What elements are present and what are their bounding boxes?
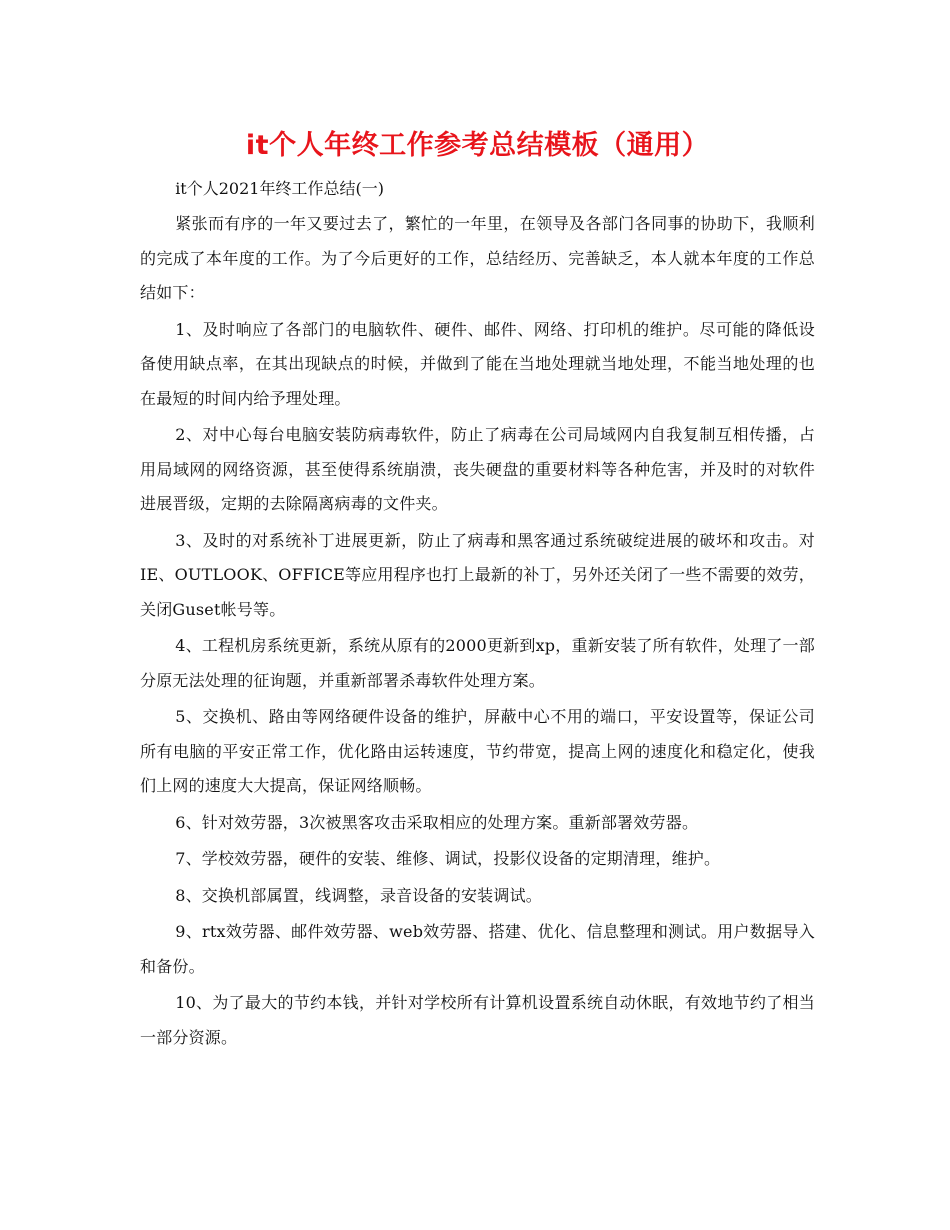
document-subtitle: it个人2021年终工作总结(一) [175, 179, 384, 198]
paragraph-item-1: 1、及时响应了各部门的电脑软件、硬件、邮件、网络、打印机的维护。尽可能的降低设备使用缺点率，在其出现缺点的时候，并做到了能在当地处理就当地处理，不能当地处理的也在最短的时间内给予理处理。 [140, 319, 815, 408]
paragraph-item-6: 6、针对效劳器，3次被黑客攻击采取相应的处理方案。重新部署效劳器。 [175, 812, 699, 832]
paragraph-item-5: 5、交换机、路由等网络硬件设备的维护，屏蔽中心不用的端口，平安设置等，保证公司所有电脑的平安正常工作，优化路由运转速度，节约带宽，提高上网的速度化和稳定化，使我们上网的速度大大提高，保证网络顺畅。 [140, 707, 815, 795]
paragraph-item-10: 10、为了最大的节约本钱，并针对学校所有计算机设置系统自动休眠，有效地节约了相当一部分资源。 [140, 993, 815, 1047]
paragraph-item-7: 7、学校效劳器，硬件的安装、维修、调试，投影仪设备的定期清理，维护。 [175, 849, 721, 868]
paragraph-item-9: 9、rtx效劳器、邮件效劳器、web效劳器、搭建、优化、信息整理和测试。用户数据导入和备份。 [140, 922, 815, 976]
paragraph-item-8: 8、交换机部属置，线调整，录音设备的安装调试。 [175, 885, 542, 905]
paragraph-item-3: 3、及时的对系统补丁进展更新，防止了病毒和黑客通过系统破绽进展的破坏和攻击。对IE、OUTLOOK、OFFICE等应用程序也打上最新的补丁，另外还关闭了一些不需要的效劳，关闭Guset帐号等。 [140, 530, 815, 619]
paragraph-item-4: 4、工程机房系统更新，系统从原有的2000更新到xp，重新安装了所有软件，处理了一部分原无法处理的征询题，并重新部署杀毒软件处理方案。 [140, 636, 815, 690]
document-title: it个人年终工作参考总结模板（通用） [245, 130, 710, 161]
paragraph-intro: 紧张而有序的一年又要过去了，繁忙的一年里，在领导及各部门各同事的协助下，我顺利的完成了本年度的工作。为了今后更好的工作，总结经历、完善缺乏，本人就本年度的工作总结如下： [140, 214, 815, 302]
paragraph-item-2: 2、对中心每台电脑安装防病毒软件，防止了病毒在公司局域网内自我复制互相传播，占用局域网的网络资源，甚至使得系统崩溃，丧失硬盘的重要材料等各种危害，并及时的对软件进展晋级，定期的去除隔离病毒的文件夹。 [140, 425, 815, 513]
